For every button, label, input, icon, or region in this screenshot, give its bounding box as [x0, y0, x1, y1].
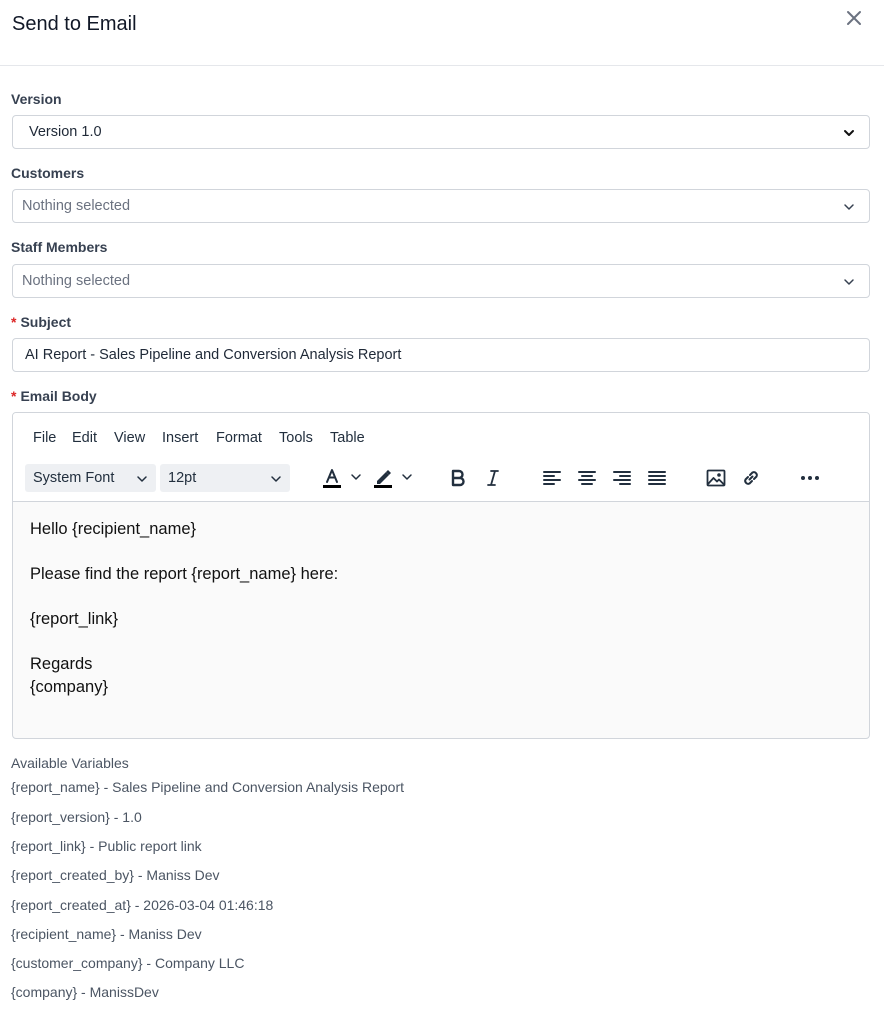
highlight-icon [371, 466, 395, 490]
more-icon [798, 466, 822, 490]
align-right-icon [610, 466, 634, 490]
align-center-icon [575, 466, 599, 490]
editor-toolbar [13, 413, 869, 502]
available-variables-title: Available Variables [11, 755, 129, 771]
staff-members-select-placeholder: Nothing selected [22, 273, 131, 289]
justify-icon [645, 466, 669, 490]
editor-content[interactable] [30, 518, 338, 698]
italic-icon [481, 466, 505, 490]
menu-insert[interactable]: Insert [162, 430, 199, 446]
email-body-label-text: Email Body [20, 388, 97, 404]
variable-item: {report_created_by} - Maniss Dev [11, 867, 220, 883]
editor-line: Regards [30, 655, 93, 673]
align-right-button[interactable] [609, 465, 635, 491]
customers-select-placeholder: Nothing selected [22, 198, 131, 214]
variable-item: {report_version} - 1.0 [11, 809, 142, 825]
italic-button[interactable] [480, 465, 506, 491]
variable-item: {customer_company} - Company LLC [11, 955, 245, 971]
chevron-down-icon[interactable] [401, 471, 413, 483]
variable-item: {report_name} - Sales Pipeline and Conversion Analysis Report [11, 779, 405, 795]
subject-label-text: Subject [20, 314, 72, 330]
variable-item: {recipient_name} - Maniss Dev [11, 926, 202, 942]
subject-input-value: AI Report - Sales Pipeline and Conversion Analysis Report [25, 347, 402, 363]
align-center-button[interactable] [574, 465, 600, 491]
variable-item: {company} - ManissDev [11, 984, 159, 1000]
customers-select[interactable] [12, 189, 870, 223]
bold-icon [446, 466, 470, 490]
editor-line: Hello {recipient_name} [30, 520, 197, 538]
version-label: Version [11, 91, 62, 107]
modal-header [0, 0, 884, 66]
more-button[interactable] [797, 465, 823, 491]
image-icon [704, 466, 728, 490]
text-color-icon [320, 466, 344, 490]
email-body-editor [12, 412, 870, 739]
subject-label [11, 314, 71, 330]
align-left-icon [540, 466, 564, 490]
editor-line: {report_link} [30, 610, 119, 628]
font-family-select[interactable] [25, 464, 156, 492]
insert-image-button[interactable] [703, 465, 729, 491]
font-family-value: System Font [33, 470, 115, 486]
menu-view[interactable]: View [114, 430, 146, 446]
insert-link-button[interactable] [738, 465, 764, 491]
link-icon [739, 466, 763, 490]
editor-line: {company} [30, 677, 108, 696]
staff-members-label: Staff Members [11, 239, 108, 255]
chevron-down-icon [270, 473, 282, 485]
font-size-value: 12pt [168, 470, 197, 486]
editor-line: Please find the report {report_name} here: [30, 565, 339, 583]
required-mark: * [11, 388, 17, 404]
align-left-button[interactable] [539, 465, 565, 491]
chevron-down-icon [843, 127, 855, 139]
highlight-button[interactable] [370, 465, 396, 491]
chevron-down-icon [843, 201, 855, 213]
required-mark: * [11, 314, 17, 330]
menu-tools[interactable]: Tools [279, 430, 313, 446]
text-color-button[interactable] [319, 465, 345, 491]
justify-button[interactable] [644, 465, 670, 491]
version-select-value: Version 1.0 [29, 124, 102, 140]
chevron-down-icon[interactable] [350, 471, 362, 483]
email-body-label [11, 388, 97, 404]
variable-item: {report_link} - Public report link [11, 838, 202, 854]
close-button[interactable] [844, 8, 864, 28]
modal-title: Send to Email [12, 13, 137, 35]
chevron-down-icon [843, 276, 855, 288]
bold-button[interactable] [445, 465, 471, 491]
staff-members-select[interactable] [12, 264, 870, 298]
chevron-down-icon [136, 473, 148, 485]
subject-input[interactable] [12, 338, 870, 372]
font-size-select[interactable] [160, 464, 290, 492]
menu-edit[interactable]: Edit [72, 430, 97, 446]
variable-item: {report_created_at} - 2026-03-04 01:46:18 [11, 897, 274, 913]
close-icon [844, 8, 864, 28]
version-select[interactable] [12, 115, 870, 149]
menu-format[interactable]: Format [216, 430, 262, 446]
menu-file[interactable]: File [33, 430, 57, 446]
customers-label: Customers [11, 165, 85, 181]
menu-table[interactable]: Table [330, 430, 365, 446]
